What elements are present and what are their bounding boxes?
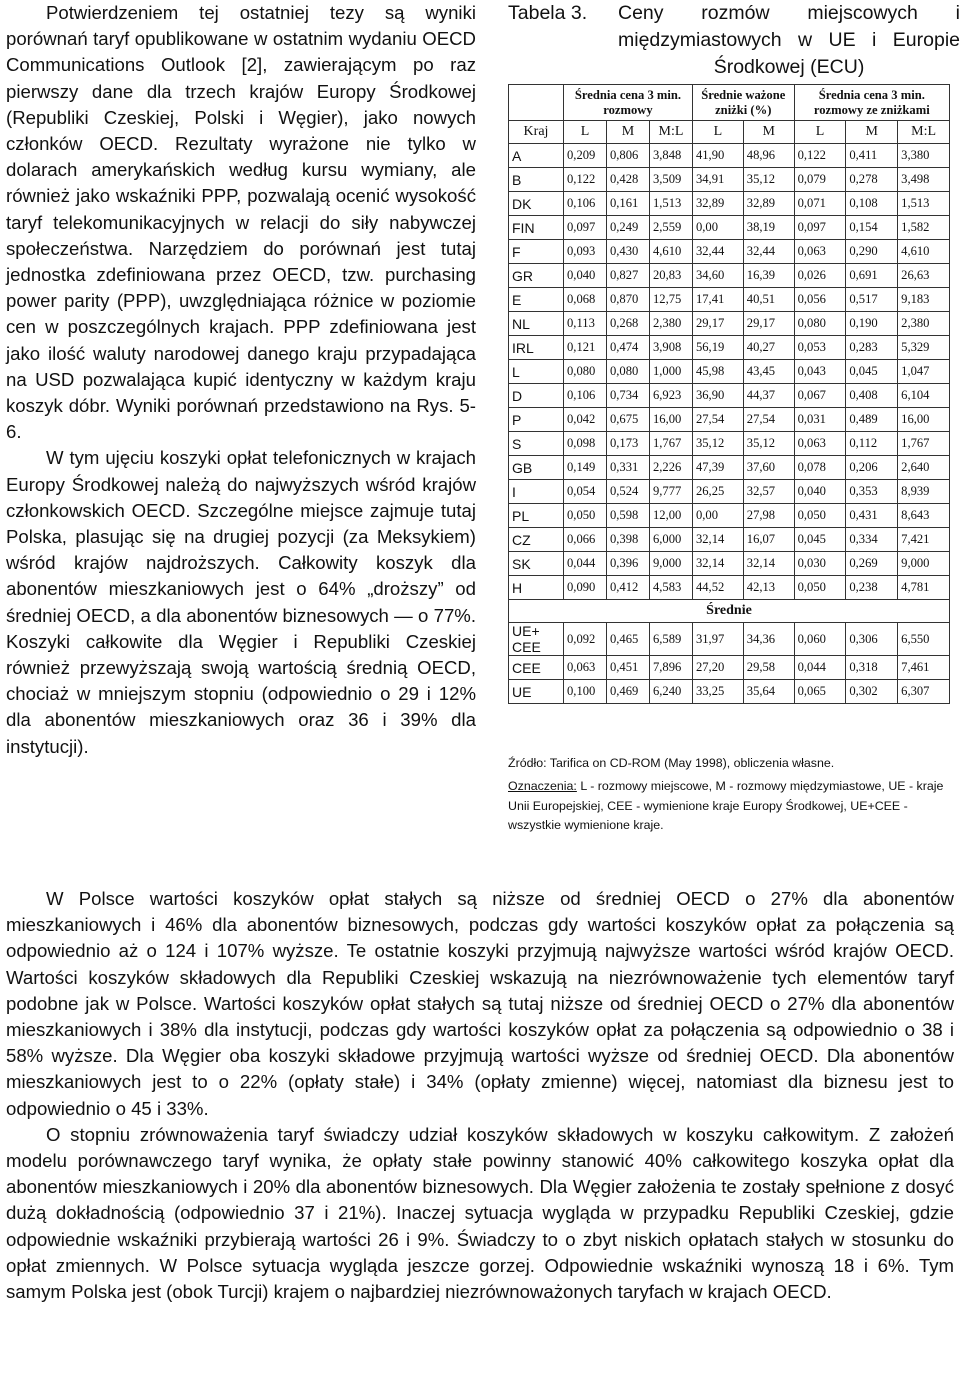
value-cell: 0,806 [606, 144, 649, 168]
value-cell: 6,550 [898, 623, 950, 656]
value-cell: 0,675 [606, 408, 649, 432]
value-cell: 0,283 [846, 336, 898, 360]
value-cell: 3,908 [649, 336, 692, 360]
value-cell: 1,513 [898, 192, 950, 216]
table-row [509, 312, 950, 336]
value-cell: 3,509 [649, 168, 692, 192]
value-cell: 0,071 [794, 192, 846, 216]
country-code: UE+ CEE [509, 623, 564, 656]
group-header: Średnie ważone zniżki (%) [692, 85, 794, 121]
value-cell: 6,589 [649, 623, 692, 656]
average-rows [509, 623, 950, 704]
value-cell: 0,149 [564, 456, 607, 480]
value-cell: 0,290 [846, 240, 898, 264]
value-cell: 44,52 [692, 576, 743, 600]
paragraph: W tym ujęciu koszyki opłat telefonicznych w krajach Europy Środkowej należą do najwyższych wśród krajów członkowskich OECD. Szczególne miejsce zajmuje tutaj Polska, plasując się na drugiej pozycji (za Meksykiem) wśród krajów najdroższych. Całkowity koszyk dla abonentów mieszkaniowych jest o 64% „droższy” od średniej OECD, a dla abonentów biznesowych — o 77%. Koszyki całkowite dla Węgier i Republiki Czeskiej również przewyższają swoją wartością średnią OECD, chociaż w mniejszym stopniu (odpowiednio o 29 i 12% dla abonentów mieszkaniowych oraz 36 i 39% dla instytucji). [6, 447, 476, 757]
country-code: DK [509, 192, 564, 216]
value-cell: 0,113 [564, 312, 607, 336]
country-code: CZ [509, 528, 564, 552]
value-cell: 0,306 [846, 623, 898, 656]
value-cell: 0,122 [794, 144, 846, 168]
country-code: SK [509, 552, 564, 576]
value-cell: 0,106 [564, 384, 607, 408]
value-cell: 0,353 [846, 480, 898, 504]
value-cell: 0,040 [564, 264, 607, 288]
value-cell: 0,080 [606, 360, 649, 384]
value-cell: 9,183 [898, 288, 950, 312]
value-cell: 0,065 [794, 680, 846, 704]
value-cell: 26,25 [692, 480, 743, 504]
value-cell: 0,068 [564, 288, 607, 312]
value-cell: 1,513 [649, 192, 692, 216]
column-label: L [794, 121, 846, 144]
value-cell: 0,045 [846, 360, 898, 384]
value-cell: 8,643 [898, 504, 950, 528]
value-cell: 0,408 [846, 384, 898, 408]
value-cell: 2,380 [898, 312, 950, 336]
value-cell: 43,45 [743, 360, 794, 384]
country-code: GR [509, 264, 564, 288]
value-cell: 40,51 [743, 288, 794, 312]
value-cell: 0,451 [606, 656, 649, 680]
country-code: E [509, 288, 564, 312]
value-cell: 0,097 [564, 216, 607, 240]
table-row [509, 144, 950, 168]
value-cell: 0,173 [606, 432, 649, 456]
value-cell: 34,60 [692, 264, 743, 288]
value-cell: 16,39 [743, 264, 794, 288]
price-table [508, 84, 950, 704]
value-cell: 29,17 [692, 312, 743, 336]
value-cell: 0,734 [606, 384, 649, 408]
table-row [509, 264, 950, 288]
average-row [509, 680, 950, 704]
column-label: L [564, 121, 607, 144]
value-cell: 0,870 [606, 288, 649, 312]
value-cell: 0,079 [794, 168, 846, 192]
value-cell: 8,939 [898, 480, 950, 504]
notes-label: Oznaczenia: [508, 779, 577, 793]
country-code: CEE [509, 656, 564, 680]
value-cell: 0,042 [564, 408, 607, 432]
value-cell: 0,396 [606, 552, 649, 576]
value-cell: 12,75 [649, 288, 692, 312]
country-code: PL [509, 504, 564, 528]
country-code: A [509, 144, 564, 168]
value-cell: 9,000 [898, 552, 950, 576]
table-label: Tabela 3. [508, 2, 588, 24]
full-width-text [6, 886, 954, 1305]
table-row [509, 552, 950, 576]
value-cell: 2,226 [649, 456, 692, 480]
value-cell: 0,691 [846, 264, 898, 288]
value-cell: 0,00 [692, 504, 743, 528]
paragraph: O stopniu zrównoważenia taryf świadczy udział koszyków składowych w koszyku całkowitym. Z założeń modelu porównawczego taryf wynika, że opłaty stałe powinny stanowić 40% całkowitego koszyka opłat dla abonentów mieszkaniowych i 20% dla abonentów biznesowych. Dla Węgier założenia te zostały spełnione z dosyć dużą dokładnością (odpowiednio 37 i 21%). Inaczej sytuacja wygląda w przypadku Republiki Czeskiej, gdzie odpowiednie wskaźniki przybierają wartości 26 i 9%. Świadczy to o zbyt niskich opłatach stałych w stosunku do opłat zmiennych. W Polsce sytuacja wygląda jeszcze gorzej. Odpowiednie wskaźniki wynoszą 18 i 6%. Tym samym Polska jest (obok Turcji) krajem o najbardziej niezrównoważonych taryfach w krajach OECD. [6, 1123, 954, 1303]
value-cell: 0,411 [846, 144, 898, 168]
column-label: Kraj [509, 121, 564, 144]
value-cell: 37,60 [743, 456, 794, 480]
value-cell: 0,489 [846, 408, 898, 432]
country-code: L [509, 360, 564, 384]
value-cell: 0,080 [564, 360, 607, 384]
value-cell: 0,100 [564, 680, 607, 704]
value-cell: 0,161 [606, 192, 649, 216]
column-label: M [606, 121, 649, 144]
value-cell: 0,598 [606, 504, 649, 528]
value-cell: 0,063 [794, 432, 846, 456]
value-cell: 0,063 [794, 240, 846, 264]
value-cell: 0,154 [846, 216, 898, 240]
value-cell: 0,044 [564, 552, 607, 576]
value-cell: 0,318 [846, 656, 898, 680]
value-cell: 0,465 [606, 623, 649, 656]
table-row [509, 192, 950, 216]
value-cell: 34,91 [692, 168, 743, 192]
value-cell: 5,329 [898, 336, 950, 360]
country-code: D [509, 384, 564, 408]
table-row [509, 432, 950, 456]
value-cell: 16,00 [649, 408, 692, 432]
value-cell: 6,307 [898, 680, 950, 704]
average-row [509, 656, 950, 680]
value-cell: 0,078 [794, 456, 846, 480]
value-cell: 1,047 [898, 360, 950, 384]
value-cell: 12,00 [649, 504, 692, 528]
value-cell: 0,209 [564, 144, 607, 168]
value-cell: 16,07 [743, 528, 794, 552]
value-cell: 9,000 [649, 552, 692, 576]
value-cell: 0,093 [564, 240, 607, 264]
value-cell: 0,398 [606, 528, 649, 552]
value-cell: 0,428 [606, 168, 649, 192]
country-rows [509, 144, 950, 600]
value-cell: 27,54 [743, 408, 794, 432]
country-code: GB [509, 456, 564, 480]
value-cell: 32,57 [743, 480, 794, 504]
column-label: L [692, 121, 743, 144]
table-row [509, 240, 950, 264]
country-code: P [509, 408, 564, 432]
value-cell: 6,104 [898, 384, 950, 408]
value-cell: 0,050 [794, 576, 846, 600]
value-cell: 48,96 [743, 144, 794, 168]
value-cell: 0,278 [846, 168, 898, 192]
value-cell: 0,238 [846, 576, 898, 600]
value-cell: 7,896 [649, 656, 692, 680]
value-cell: 36,90 [692, 384, 743, 408]
value-cell: 0,053 [794, 336, 846, 360]
table-row [509, 216, 950, 240]
empty-header-cell [509, 85, 564, 121]
value-cell: 0,098 [564, 432, 607, 456]
value-cell: 0,827 [606, 264, 649, 288]
value-cell: 2,559 [649, 216, 692, 240]
table-row [509, 336, 950, 360]
value-cell: 33,25 [692, 680, 743, 704]
table-column [508, 0, 960, 832]
column-label: M:L [649, 121, 692, 144]
left-text-column [6, 0, 476, 760]
table-column-label-row [509, 121, 950, 144]
value-cell: 3,848 [649, 144, 692, 168]
value-cell: 0,474 [606, 336, 649, 360]
value-cell: 32,89 [692, 192, 743, 216]
group-header: Średnia cena 3 min. rozmowy ze zniżkami [794, 85, 949, 121]
value-cell: 29,17 [743, 312, 794, 336]
table-row [509, 360, 950, 384]
value-cell: 6,923 [649, 384, 692, 408]
value-cell: 35,12 [743, 432, 794, 456]
value-cell: 32,14 [743, 552, 794, 576]
average-section [509, 600, 950, 623]
table-row [509, 456, 950, 480]
country-code: UE [509, 680, 564, 704]
country-code: FIN [509, 216, 564, 240]
value-cell: 4,781 [898, 576, 950, 600]
table-row [509, 480, 950, 504]
value-cell: 32,44 [743, 240, 794, 264]
value-cell: 7,461 [898, 656, 950, 680]
value-cell: 4,583 [649, 576, 692, 600]
table-caption [508, 0, 960, 81]
value-cell: 0,067 [794, 384, 846, 408]
value-cell: 3,380 [898, 144, 950, 168]
value-cell: 0,00 [692, 216, 743, 240]
table-row [509, 288, 950, 312]
value-cell: 47,39 [692, 456, 743, 480]
value-cell: 27,54 [692, 408, 743, 432]
value-cell: 9,777 [649, 480, 692, 504]
section-row [509, 600, 950, 623]
value-cell: 0,517 [846, 288, 898, 312]
value-cell: 0,031 [794, 408, 846, 432]
value-cell: 0,249 [606, 216, 649, 240]
value-cell: 31,97 [692, 623, 743, 656]
country-code: B [509, 168, 564, 192]
country-code: H [509, 576, 564, 600]
value-cell: 32,14 [692, 528, 743, 552]
section-label: Średnie [509, 600, 950, 623]
value-cell: 0,108 [846, 192, 898, 216]
value-cell: 0,269 [846, 552, 898, 576]
value-cell: 0,121 [564, 336, 607, 360]
value-cell: 0,469 [606, 680, 649, 704]
value-cell: 4,610 [898, 240, 950, 264]
table-row [509, 528, 950, 552]
value-cell: 0,412 [606, 576, 649, 600]
value-cell: 44,37 [743, 384, 794, 408]
value-cell: 1,000 [649, 360, 692, 384]
column-label: M:L [898, 121, 950, 144]
table-row [509, 408, 950, 432]
value-cell: 0,268 [606, 312, 649, 336]
value-cell: 40,27 [743, 336, 794, 360]
table-row [509, 504, 950, 528]
table-row [509, 576, 950, 600]
value-cell: 0,050 [794, 504, 846, 528]
value-cell: 0,334 [846, 528, 898, 552]
table-row [509, 168, 950, 192]
value-cell: 0,060 [794, 623, 846, 656]
value-cell: 0,524 [606, 480, 649, 504]
value-cell: 2,640 [898, 456, 950, 480]
value-cell: 0,066 [564, 528, 607, 552]
value-cell: 0,106 [564, 192, 607, 216]
value-cell: 4,610 [649, 240, 692, 264]
value-cell: 0,056 [794, 288, 846, 312]
value-cell: 0,331 [606, 456, 649, 480]
table-row [509, 384, 950, 408]
value-cell: 42,13 [743, 576, 794, 600]
value-cell: 35,12 [692, 432, 743, 456]
value-cell: 35,12 [743, 168, 794, 192]
value-cell: 0,097 [794, 216, 846, 240]
value-cell: 27,20 [692, 656, 743, 680]
value-cell: 0,044 [794, 656, 846, 680]
value-cell: 35,64 [743, 680, 794, 704]
value-cell: 7,421 [898, 528, 950, 552]
table-group-header-row [509, 85, 950, 121]
notes-text: L - rozmowy miejscowe, M - rozmowy międzymiastowe, UE - kraje Unii Europejskiej, CEE - wymienione kraje Europy Środkowej, UE+CEE - wszystkie wymienione kraje. [508, 779, 944, 832]
country-code: F [509, 240, 564, 264]
paragraph: W Polsce wartości koszyków opłat stałych są niższe od średniej OECD o 27% dla abonentów mieszkaniowych i 46% dla abonentów biznesowych, podczas gdy wartości koszyków opłat za połączenia są odpowiednio aż o 124 i 107% wyższe. Te ostatnie koszyki przyjmują najwyższe wartości wśród krajów OECD. Wartości koszyków składowych dla Republiki Czeskiej wskazują na niezrównoważenie tych elementów taryf podobne jak w Polsce. Wartości koszyków opłat stałych są tutaj niższe od średniej OECD o 27% dla abonentów mieszkaniowych i 38% dla instytucji, podczas gdy wartości koszyków opłat za połączenia są odpowiednio o 38 i 58% wyższe. Dla Węgier oba koszyki składowe przyjmują wartości wyższe od średniej OECD. Dla abonentów mieszkaniowych jest to o 22% (opłaty stałe) i 34% (opłaty zmienne) więcej, natomiast dla biznesu jest to odpowiednio o 45 i 33%. [6, 888, 954, 1119]
value-cell: 0,043 [794, 360, 846, 384]
value-cell: 0,302 [846, 680, 898, 704]
table-title: Ceny rozmów miejscowych i międzymiastowych w UE i Europie Środkowej (ECU) [618, 2, 960, 78]
value-cell: 32,44 [692, 240, 743, 264]
value-cell: 6,240 [649, 680, 692, 704]
value-cell: 56,19 [692, 336, 743, 360]
value-cell: 0,090 [564, 576, 607, 600]
value-cell: 0,080 [794, 312, 846, 336]
value-cell: 0,063 [564, 656, 607, 680]
value-cell: 41,90 [692, 144, 743, 168]
table-notes [508, 777, 950, 836]
country-code: I [509, 480, 564, 504]
value-cell: 38,19 [743, 216, 794, 240]
value-cell: 0,122 [564, 168, 607, 192]
value-cell: 0,430 [606, 240, 649, 264]
value-cell: 6,000 [649, 528, 692, 552]
value-cell: 1,767 [898, 432, 950, 456]
value-cell: 0,054 [564, 480, 607, 504]
table-source: Źródło: Tarifica on CD-ROM (May 1998), obliczenia własne. [508, 756, 835, 770]
column-label: M [743, 121, 794, 144]
country-code: S [509, 432, 564, 456]
value-cell: 0,030 [794, 552, 846, 576]
value-cell: 0,190 [846, 312, 898, 336]
value-cell: 32,89 [743, 192, 794, 216]
value-cell: 0,431 [846, 504, 898, 528]
value-cell: 0,206 [846, 456, 898, 480]
value-cell: 3,498 [898, 168, 950, 192]
value-cell: 34,36 [743, 623, 794, 656]
value-cell: 0,050 [564, 504, 607, 528]
average-row [509, 623, 950, 656]
value-cell: 29,58 [743, 656, 794, 680]
value-cell: 0,112 [846, 432, 898, 456]
value-cell: 0,026 [794, 264, 846, 288]
value-cell: 2,380 [649, 312, 692, 336]
value-cell: 20,83 [649, 264, 692, 288]
value-cell: 0,092 [564, 623, 607, 656]
value-cell: 1,582 [898, 216, 950, 240]
paragraph: Potwierdzeniem tej ostatniej tezy są wyniki porównań taryf opublikowane w ostatnim wydaniu OECD Communications Outlook [2], zawierającym po raz pierwszy dane dla trzech krajów Europy Środkowej (Republiki Czeskiej, Polski i Węgier), jako nowych członków OECD. Rezultaty wyrażone nie tylko w dolarach amerykańskich według kursu wymiany, ale również jako wskaźniki PPP, pozwalają ocenić wysokość taryf telekomunikacyjnych w relacji do siły nabywczej społeczeństwa. Narzędziem do porównań jest tutaj jednostka zdefiniowana przez OECD, tzw. purchasing power parity (PPP), uwzględniająca różnice w poziomie cen w poszczególnych krajach. PPP zdefiniowana jest jako ilość waluty narodowej danego kraju przypadająca na USD pozwalająca kupić identyczny w każdym kraju koszyk dóbr. Wyniki porównań przedstawiono na Rys. 5-6. [6, 2, 476, 443]
column-label: M [846, 121, 898, 144]
value-cell: 0,045 [794, 528, 846, 552]
value-cell: 1,767 [649, 432, 692, 456]
value-cell: 45,98 [692, 360, 743, 384]
value-cell: 0,040 [794, 480, 846, 504]
group-header: Średnia cena 3 min. rozmowy [564, 85, 693, 121]
country-code: IRL [509, 336, 564, 360]
value-cell: 17,41 [692, 288, 743, 312]
value-cell: 16,00 [898, 408, 950, 432]
country-code: NL [509, 312, 564, 336]
value-cell: 32,14 [692, 552, 743, 576]
value-cell: 26,63 [898, 264, 950, 288]
value-cell: 27,98 [743, 504, 794, 528]
